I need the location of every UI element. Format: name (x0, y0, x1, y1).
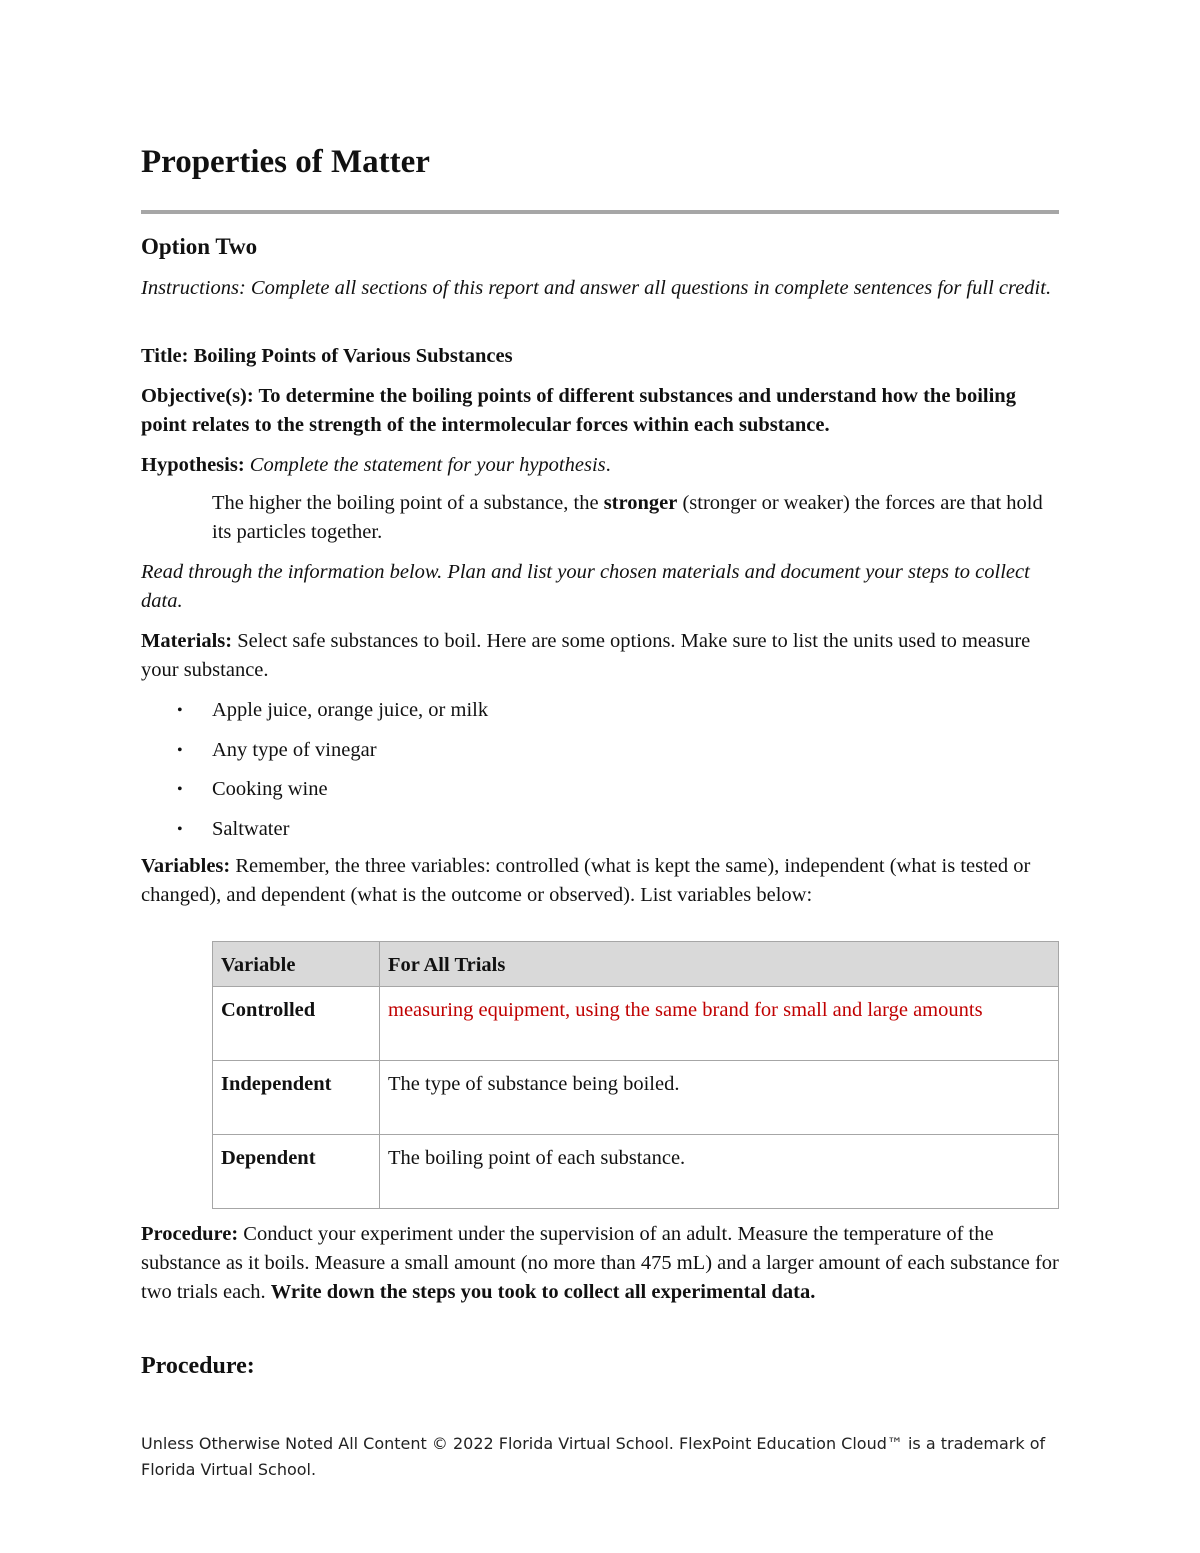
procedure-heading: Procedure: (141, 1353, 255, 1379)
instructions-text: Instructions: Complete all sections of this report and answer all questions in complete sentences for full credit. (141, 277, 1052, 299)
table-cell-variable: Dependent (213, 1135, 380, 1209)
hypothesis-prompt: Complete the statement for your hypothesis (249, 454, 606, 476)
table-row (213, 1061, 1059, 1135)
option-heading: Option Two (141, 234, 258, 259)
table-cell-answer[interactable]: measuring equipment, using the same brand for small and large amounts (380, 987, 1059, 1061)
hypothesis-statement-start: The higher the boiling point of a substance, the (212, 492, 599, 514)
table-row (213, 1135, 1059, 1209)
title-label: Title: (141, 345, 189, 367)
title-line (141, 342, 1059, 371)
procedure-label: Procedure: (141, 1223, 239, 1245)
materials-list (141, 696, 488, 854)
materials-text: Select safe substances to boil. Here are some options. Make sure to list the units used to measure your substance. (141, 630, 1031, 681)
list-item: • Saltwater (141, 815, 488, 855)
bullet-icon: • (177, 820, 183, 838)
variables-paragraph (141, 852, 1059, 910)
variables-label: Variables: (141, 855, 231, 877)
table-cell-variable: Independent (213, 1061, 380, 1135)
hypothesis-statement-end: (stronger or weaker) the forces are that hold its particles together. (212, 492, 1043, 543)
hypothesis-line: Hypothesis: Complete the statement for your hypothesis. (141, 454, 611, 476)
bullet-icon: • (177, 702, 183, 719)
procedure-bold-text: Write down the steps you took to collect all experimental data. (270, 1281, 816, 1303)
materials-paragraph (141, 627, 1059, 685)
read-through-text: Read through the information below. Plan and list your chosen materials and document your steps to collect data. (141, 561, 1030, 612)
procedure-paragraph (141, 1220, 1059, 1307)
objective-label: Objective(s): (141, 385, 254, 407)
table-header-trials: For All Trials (380, 942, 1059, 987)
bullet-icon: • (177, 781, 183, 798)
table-cell-variable: Controlled (213, 987, 380, 1061)
list-item: • Apple juice, orange juice, or milk (141, 696, 488, 736)
title-value: Boiling Points of Various Substances (193, 345, 513, 367)
page-footer: Unless Otherwise Noted All Content © 2022 Florida Virtual School. FlexPoint Education Cloud™ is a trademark of Florida Virtual School. (141, 1434, 1046, 1479)
table-cell-answer[interactable]: The boiling point of each substance. (380, 1135, 1059, 1209)
variables-table (212, 941, 1059, 1209)
list-item: • Cooking wine (141, 775, 488, 815)
list-item: • Any type of vinegar (141, 736, 488, 776)
page-title: Properties of Matter (141, 144, 430, 180)
title-divider (141, 210, 1059, 214)
bullet-icon: • (177, 741, 183, 759)
table-header-row (213, 942, 1059, 987)
procedure-text: Conduct your experiment under the supervision of an adult. Measure the temperature of the substance as it boils. Measure a small amount (no more than 475 mL) and a larger amount of each substance for two trials each. (141, 1223, 1059, 1303)
hypothesis-label: Hypothesis: (141, 454, 245, 476)
objective-text: To determine the boiling points of different substances and understand how the boiling point relates to the strength of the intermolecular forces within each substance. (141, 385, 1016, 436)
objective-paragraph (141, 382, 1059, 440)
variables-text: Remember, the three variables: controlled (what is kept the same), independent (what is tested or changed), and dependent (what is the outcome or observed). List variables below: (141, 855, 1031, 906)
materials-label: Materials: (141, 630, 233, 652)
table-cell-answer[interactable]: The type of substance being boiled. (380, 1061, 1059, 1135)
hypothesis-statement (212, 489, 1059, 547)
hypothesis-answer[interactable]: stronger (603, 492, 678, 514)
table-row (213, 987, 1059, 1061)
table-header-variable: Variable (213, 942, 380, 987)
